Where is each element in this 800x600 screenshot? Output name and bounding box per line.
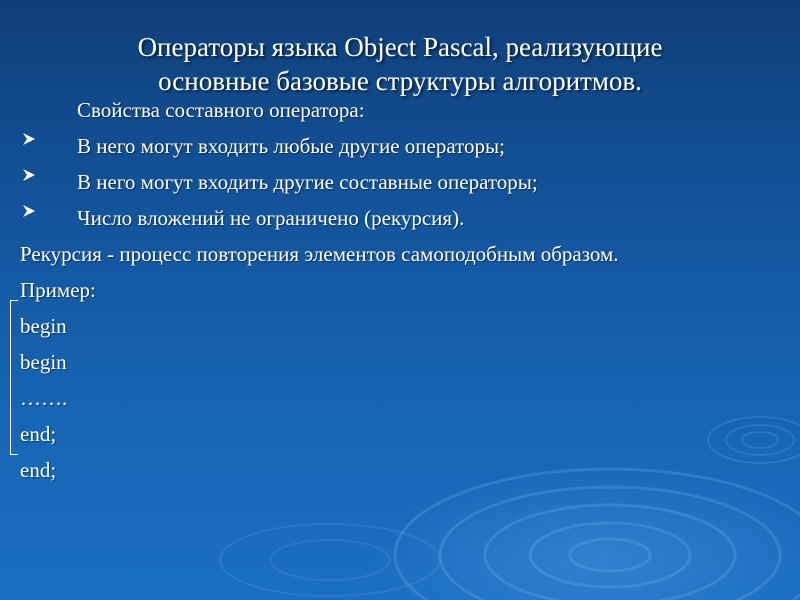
code-block-bracket xyxy=(10,300,14,455)
bullet-item xyxy=(20,164,790,200)
bullet-item xyxy=(20,128,790,164)
code-line: end; xyxy=(20,422,57,446)
slide-title xyxy=(40,30,760,98)
code-line: end; xyxy=(20,458,57,482)
arrowhead-bullet-icon xyxy=(22,132,36,146)
code-line: ……. xyxy=(20,386,68,410)
slide-title-line-2: основные базовые структуры алгоритмов. xyxy=(158,66,642,96)
bullet-item xyxy=(20,200,790,236)
subheading: Свойства составного оператора: xyxy=(77,98,365,122)
arrowhead-bullet-icon xyxy=(22,204,36,218)
bullet-text: В него могут входить другие составные операторы; xyxy=(77,170,538,194)
code-line: begin xyxy=(20,350,67,374)
bullet-text: Число вложений не ограничено (рекурсия). xyxy=(77,206,465,230)
bullet-text: В него могут входить любые другие операторы; xyxy=(77,134,505,158)
recursion-definition: Рекурсия - процесс повторения элементов самоподобным образом. xyxy=(20,242,619,266)
slide-body xyxy=(20,92,790,488)
code-line: begin xyxy=(20,314,67,338)
slide-title-line-1: Операторы языка Object Pascal, реализующие xyxy=(137,32,663,62)
example-label: Пример: xyxy=(20,278,96,302)
arrowhead-bullet-icon xyxy=(22,168,36,182)
